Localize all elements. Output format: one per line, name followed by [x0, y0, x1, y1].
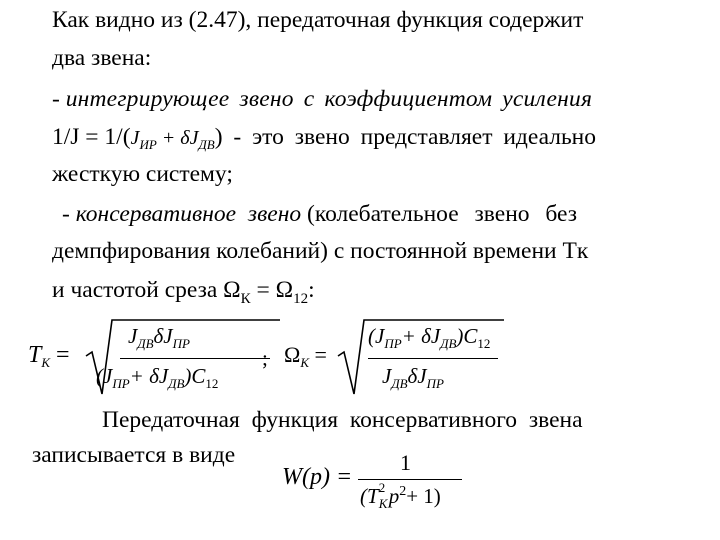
- p-symbol: p: [388, 484, 400, 508]
- subscript: ДВ: [168, 376, 185, 391]
- wp-fraction-bar: [358, 479, 462, 480]
- tk-lhs: [28, 342, 70, 369]
- j-symbol: (J: [368, 324, 385, 348]
- para1-line1: [52, 6, 583, 34]
- delta-j: δJ: [407, 364, 427, 388]
- dash: -: [52, 86, 60, 112]
- equals: =: [314, 342, 327, 367]
- inline-formula: [130, 127, 215, 152]
- text: два звена:: [52, 45, 152, 71]
- equals: =: [56, 342, 70, 368]
- para1-line2: [52, 44, 151, 72]
- omega-fraction-bar: [368, 358, 498, 359]
- subscript: ДВ: [137, 336, 154, 351]
- t-symbol: (T: [360, 484, 379, 508]
- j-symbol: J: [128, 324, 138, 348]
- j-symbol: J: [130, 127, 140, 149]
- text: + δJ: [401, 324, 441, 348]
- text: + δJ: [129, 364, 169, 388]
- text: = Ω: [250, 277, 294, 303]
- subscript: К: [240, 291, 251, 307]
- text: :: [308, 277, 315, 303]
- text: записывается в виде: [32, 442, 236, 468]
- para2-line1: [102, 406, 583, 434]
- text: жесткую систему;: [52, 161, 233, 187]
- formula-tk: [28, 318, 278, 398]
- semicolon: ;: [262, 346, 268, 370]
- text: и частотой среза Ω: [52, 277, 241, 303]
- subscript: 12: [293, 291, 309, 307]
- subscript: K: [300, 355, 310, 370]
- subscript: ПР: [384, 336, 402, 351]
- formula-omega: [284, 318, 504, 398]
- subscript: 12: [477, 336, 491, 351]
- tk-numerator: [128, 324, 190, 349]
- t-symbol: T: [28, 342, 42, 368]
- wp-denominator: [360, 480, 441, 511]
- text: ) - это звено представляет идеально: [214, 124, 597, 150]
- para1-line5: [52, 160, 233, 188]
- text: демпфирования колебаний) с постоянной времени Tк: [52, 238, 589, 264]
- para1-line4: [52, 123, 596, 154]
- j-symbol: J: [382, 364, 392, 388]
- subscript: ПР: [112, 376, 130, 391]
- subscript: ИР: [139, 137, 157, 152]
- para1-line7: [52, 237, 588, 265]
- delta-j: δJ: [153, 324, 173, 348]
- subscript: ДВ: [440, 336, 457, 351]
- subscript: ДВ: [391, 376, 408, 391]
- subscript: ДВ: [198, 137, 215, 152]
- para1-line8: [52, 276, 315, 307]
- text: + 1): [406, 484, 441, 508]
- text: W(p) =: [282, 464, 353, 490]
- para1-line6: [62, 200, 577, 228]
- integrating-link-italic: интегрирующее звено с коэффициентом усиления: [65, 86, 593, 112]
- omega-denominator: [382, 364, 444, 389]
- superscript: 2: [378, 480, 386, 495]
- omega-lhs: [284, 342, 327, 368]
- wp-numerator: 1: [400, 450, 411, 475]
- wp-lhs: [282, 464, 352, 491]
- omega-symbol: Ω: [284, 342, 301, 367]
- superscript: 2: [399, 484, 407, 499]
- omega-numerator: [368, 324, 490, 349]
- c-symbol: )C: [456, 324, 478, 348]
- text: Передаточная функция консервативного звена: [102, 407, 583, 433]
- subscript: ПР: [172, 336, 190, 351]
- text: + δ: [156, 127, 190, 149]
- text: (колебательное звено без: [307, 201, 578, 227]
- conservative-link-italic: консервативное звено: [75, 201, 302, 227]
- tk-fraction-bar: [120, 358, 270, 359]
- subscript: ПР: [426, 376, 444, 391]
- c-symbol: )C: [184, 364, 206, 388]
- formula-wp: [282, 452, 472, 532]
- dash: -: [62, 201, 70, 227]
- subscript: K: [378, 496, 388, 511]
- subscript: K: [41, 355, 51, 370]
- text: 1/J = 1/(: [52, 124, 131, 150]
- tk-denominator: [96, 364, 218, 389]
- j-symbol: (J: [96, 364, 113, 388]
- t-scripts: [378, 480, 389, 511]
- para1-line3: [52, 85, 690, 113]
- j-symbol: J: [189, 127, 199, 149]
- para2-line2: [32, 441, 235, 469]
- subscript: 12: [205, 376, 219, 391]
- text: Как видно из (2.47), передаточная функция содержит: [52, 7, 584, 33]
